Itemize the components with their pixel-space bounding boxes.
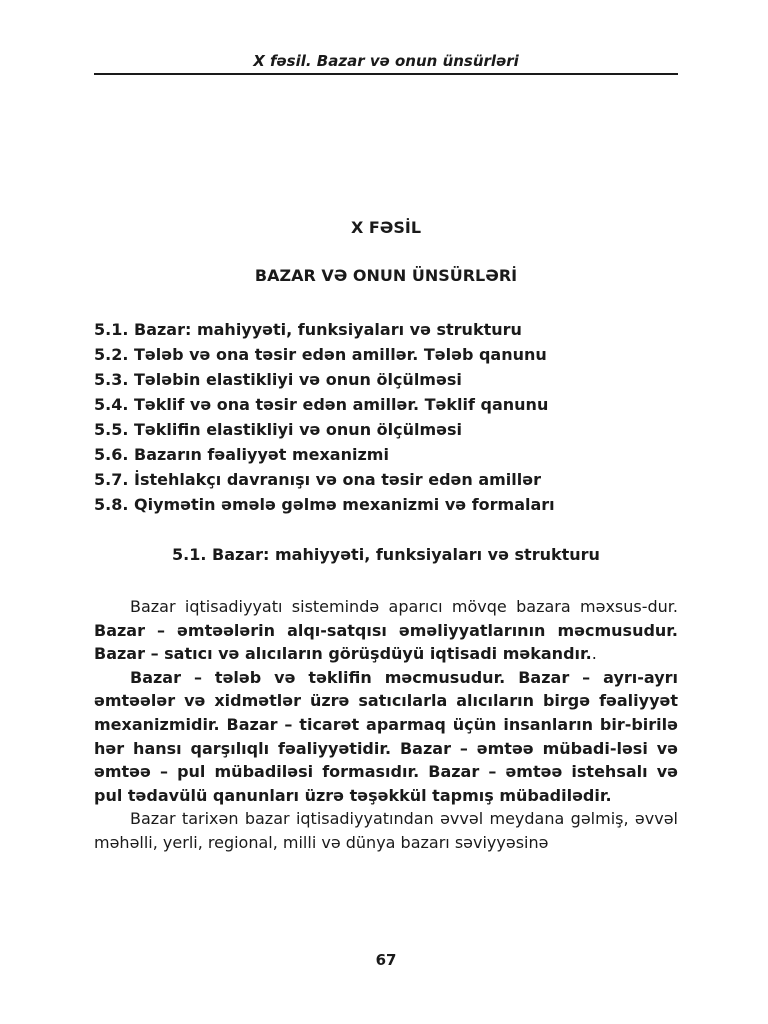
chapter-subtitle: BAZAR VƏ ONUN ÜNSÜRLƏRİ: [254, 266, 518, 285]
body-text: [94, 595, 678, 855]
toc-item: 5.6. Bazarın fəaliyyət mexanizmi: [94, 445, 389, 464]
paragraph-bold-text: Bazar – əmtəələrin alqı-satqısı əməliyyatlarının məcmusudur. Bazar – satıcı və alıcıların görüşdüyü iqtisadi məkandır.: [94, 620, 678, 664]
paragraph: [94, 807, 678, 854]
running-header: X fəsil. Bazar və onun ünsürləri: [253, 52, 519, 70]
toc-item: 5.8. Qiymətin əmələ gəlmə mexanizmi və formaları: [94, 495, 555, 514]
paragraph: [94, 666, 678, 808]
header-rule: [94, 73, 678, 75]
paragraph-text: Bazar tarixən bazar iqtisadiyyatından əvvəl meydana gəlmiş, əvvəl məhəlli, yerli, regional, milli və dünya bazarı səviyyəsinə: [94, 809, 678, 852]
toc-item: 5.1. Bazar: mahiyyəti, funksiyaları və strukturu: [94, 320, 522, 339]
toc-item: 5.3. Tələbin elastikliyi və onun ölçülməsi: [94, 370, 462, 389]
section-heading: 5.1. Bazar: mahiyyəti, funksiyaları və strukturu: [172, 545, 600, 564]
toc-item: 5.7. İstehlakçı davranışı və ona təsir edən amillər: [94, 470, 541, 489]
toc-item: 5.5. Təklifin elastikliyi və onun ölçülməsi: [94, 420, 463, 439]
chapter-title: X FƏSİL: [350, 218, 422, 237]
toc-item: 5.4. Təklif və ona təsir edən amillər. Təklif qanunu: [94, 395, 549, 414]
toc-item: 5.2. Tələb və ona təsir edən amillər. Tələb qanunu: [94, 345, 547, 364]
paragraph-text: Bazar iqtisadiyyatı sistemində aparıcı mövqe bazara məxsus-dur.: [130, 597, 678, 616]
paragraph-bold-text: Bazar – tələb və təklifin məcmusudur. Bazar – ayrı-ayrı əmtəələr və xidmətlər üzrə satıcılarla alıcıların birgə fəaliyyət mexanizmidir. Bazar – ticarət aparmaq üçün insanların bir-birilə hər hansı qarşılıqlı fəaliyyətidir. Bazar – əmtəə mübadi-ləsi və əmtəə – pul mübadiləsi formasıdır. Bazar – əmtəə istehsalı və pul tədavülü qanunları üzrə təşəkkül tapmış mübadilədir.: [94, 667, 678, 805]
table-of-contents: [94, 317, 694, 517]
page-number: 67: [375, 951, 397, 969]
paragraph-text: .: [591, 644, 597, 664]
paragraph: [94, 595, 678, 666]
